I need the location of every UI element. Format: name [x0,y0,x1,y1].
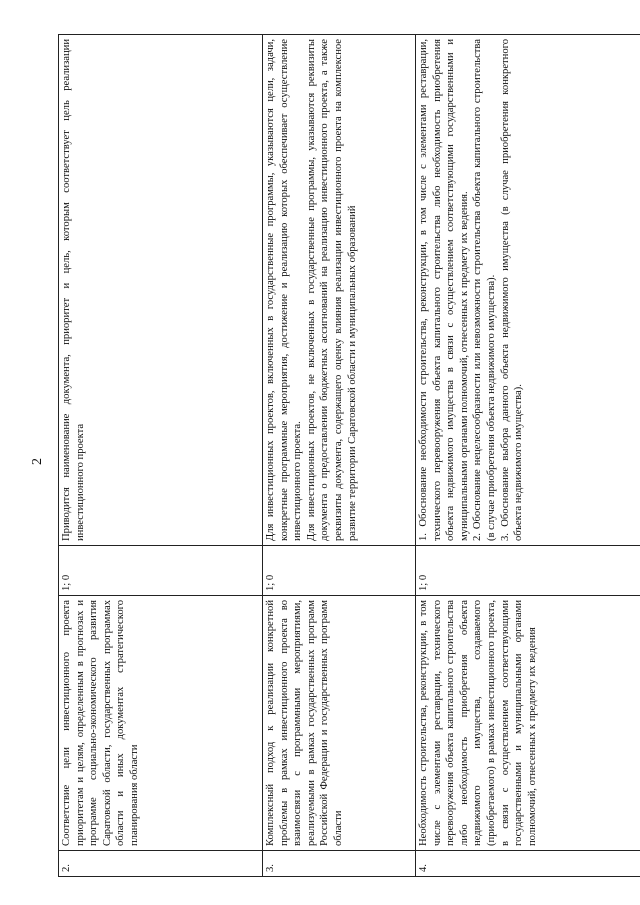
requirements-cell [416,35,640,546]
score-cell: 1; 0 [59,546,263,596]
requirement-paragraph: 2. Обоснование нецелесообразности или невозможности строительства объекта капитального строительства (в случае приобретения объекта недвижимого имущества). [472,39,497,541]
row-number: 4. [416,851,640,877]
requirement-paragraph: 3. Обоснование выбора данного объекта недвижимого имущества (в случае приобретения конкретного объекта недвижимого имущества). [499,39,525,541]
requirements-cell [263,35,416,546]
requirement-paragraph: Для инвестиционных проектов, включенных в государственные программы, указываются цели, задачи, конкретные программные мероприятия, достижение и реализацию которых обеспечивает осуществление инвестиционного проекта. [265,39,304,541]
score-cell: 1; 0 [263,546,416,596]
requirement-paragraph: Приводится наименование документа, приоритет и цель, которым соответствует цель реализации инвестиционного проекта [61,39,86,541]
table-row [263,35,416,877]
row-number: 2. [59,851,263,877]
table-row [416,35,640,877]
page-number: 2 [30,458,45,465]
requirement-paragraph: Для инвестиционных проектов, не включенных в государственные программы, указываются реквизиты документа о предоставлении бюджетных ассигнований на реализацию инвестиционного проекта, а также реквизиты документа, содержащего оценку влияния реализации инвестиционного проекта на комплексное развитие территории Саратовской области и муниципальных образований [305,39,358,541]
criteria-table [58,34,640,877]
table-row [59,35,263,877]
row-number: 3. [263,851,416,877]
score-cell: 1; 0 [416,546,640,596]
criterion-cell: Необходимость строительства, реконструкции, в том числе с элементами реставрации, технического перевооружения объекта капитального строительства либо необходимость приобретения объекта недвижимого имущества, создаваемого (приобретаемого) в рамках инвестиционного проекта, в связи с осуществлением соответствующими государственными и муниципальными органами полномочий, отнесенных к предмету их ведения [416,596,640,851]
criterion-cell: Комплексный подход к реализации конкретной проблемы в рамках инвестиционного проекта во взаимосвязи с программными мероприятиями, реализуемыми в рамках государственных программ Российской Федерации и государственных программ области [263,596,416,851]
criterion-cell: Соответствие цели инвестиционного проекта приоритетам и целям, определенным в прогнозах и программе социально-экономического развития Саратовской области, государственных программах области и иных документах стратегического планирования области [59,596,263,851]
requirements-cell [59,35,263,546]
requirement-paragraph: 1. Обоснование необходимости строительства, реконструкции, в том числе с элементами реставрации, технического перевооружения объекта капитального строительства либо необходимость приобретения объекта недвижимого имущества в связи с осуществлением соответствующими государственными и муниципальными органами полномочий, отнесенных к предмету их ведения. [418,39,470,541]
